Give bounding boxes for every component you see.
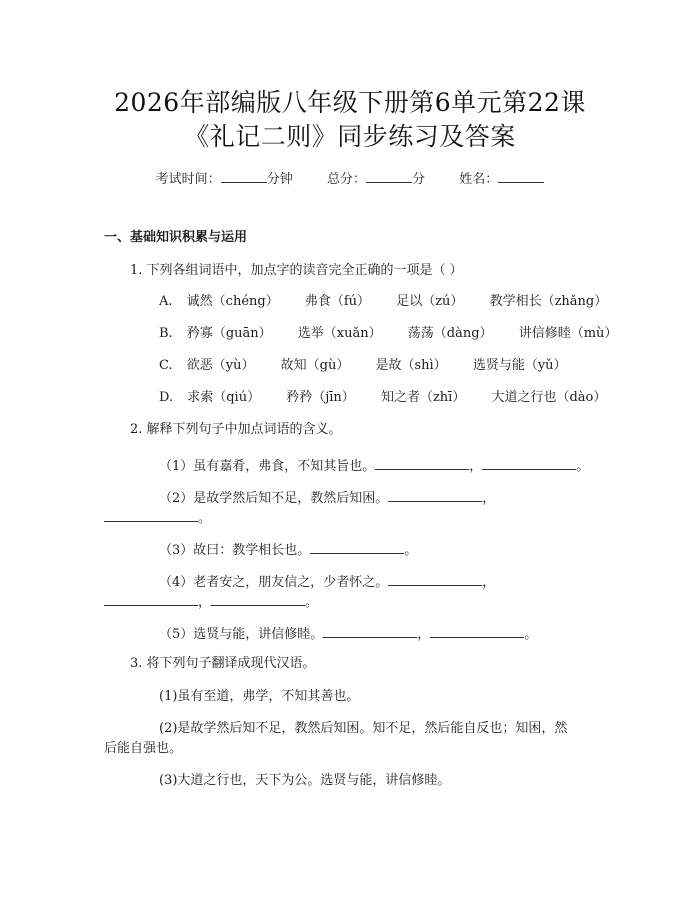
total-score-label: 总分： — [326, 172, 366, 187]
question-2-item-2-continued: 。 — [104, 507, 211, 528]
question-3-stem: 3. 将下列句子翻译成现代汉语。 — [130, 656, 316, 671]
question-1-option-b: B. 矜寡（guān） 选举（xuǎn） 荡荡（dàng） 讲信修睦（mù） — [159, 326, 618, 341]
question-2-item-4-continued: ， 。 — [104, 591, 318, 612]
name-label: 姓名： — [459, 172, 499, 187]
document-title-line2: 《礼记二则》同步练习及答案 — [184, 122, 516, 151]
question-1-option-c: C. 欲恶（yù） 故知（gù） 是故（shì） 选贤与能（yǔ） — [159, 358, 567, 373]
answer-blank — [375, 455, 469, 470]
question-2-item-2: （2）是故学然后知不足，教然后知困。 ， — [159, 487, 495, 508]
exam-time-unit: 分钟 — [266, 172, 293, 187]
question-3-item-2-continued: 后能自强也。 — [104, 741, 183, 756]
question-1-option-d: D. 求索（qiú） 矜矜（jīn） 知之者（zhī） 大道之行也（dào） — [159, 390, 607, 405]
answer-blank — [104, 591, 198, 606]
question-2-item-4: （4）老者安之，朋友信之，少者怀之。 ， — [159, 571, 495, 592]
question-2-item-3: （3）故曰：教学相长也。 。 — [159, 539, 417, 560]
answer-blank — [310, 539, 404, 554]
answer-blank — [211, 591, 305, 606]
question-3-item-3: (3)大道之行也，天下为公。选贤与能，讲信修睦。 — [159, 773, 451, 788]
question-1-stem: 1. 下列各组词语中，加点字的读音完全正确的一项是（ ） — [130, 263, 463, 278]
answer-blank — [388, 571, 482, 586]
total-score-blank — [366, 168, 412, 183]
total-score-unit: 分 — [412, 172, 426, 187]
document-title-line1: 2026年部编版八年级下册第6单元第22课 — [114, 88, 586, 117]
question-2-item-1: （1）虽有嘉肴，弗食，不知其旨也。 ， 。 — [159, 455, 589, 476]
section-heading: 一、基础知识积累与运用 — [104, 230, 248, 245]
answer-blank — [482, 455, 576, 470]
name-blank — [498, 168, 544, 183]
answer-blank — [323, 623, 417, 638]
question-3-item-1: (1)虽有至道，弗学，不知其善也。 — [159, 689, 360, 704]
question-2-stem: 2. 解释下列句子中加点词语的含义。 — [130, 422, 342, 437]
answer-blank — [430, 623, 524, 638]
answer-blank — [104, 507, 198, 522]
exam-time-blank — [221, 168, 267, 183]
exam-time-label: 考试时间： — [155, 172, 221, 187]
question-3-item-2: (2)是故学然后知不足，教然后知困。知不足，然后能自反也；知困，然 — [159, 721, 568, 736]
exam-info-row — [0, 168, 700, 189]
question-2-item-5: （5）选贤与能，讲信修睦。 ， 。 — [159, 623, 537, 644]
answer-blank — [388, 487, 482, 502]
question-1-option-a: A. 诚然（chéng） 弗食（fú） 足以（zú） 教学相长（zhǎng） — [159, 294, 608, 309]
